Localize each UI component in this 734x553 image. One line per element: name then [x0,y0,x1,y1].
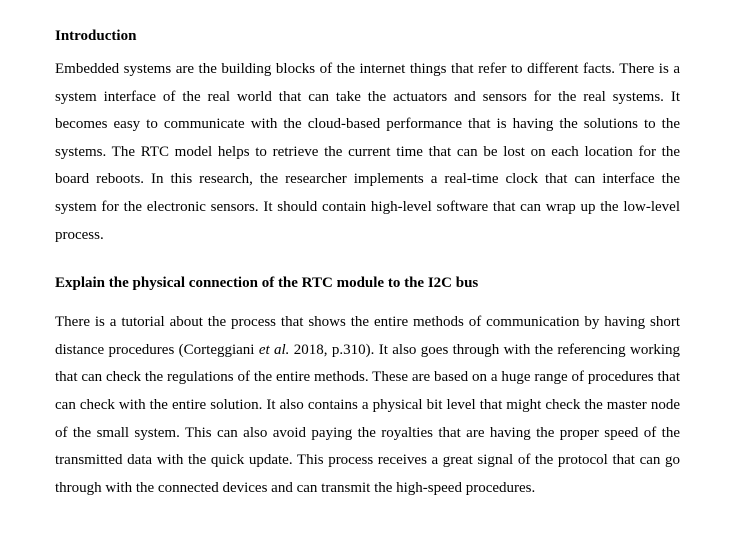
paragraph-introduction: Embedded systems are the building blocks of the internet things that refer to different facts. There is a system interface of the real world that can take the actuators and sensors for the real systems. It becomes easy to communicate with the cloud-based performance that is having the solutions to the systems. The RTC model helps to retrieve the current time that can be lost on each location for the board reboots. In this research, the researcher implements a real-time clock that can interface the system for the electronic sensors. It should contain high-level software that can wrap up the low-level process. [55,61,680,243]
citation-et-al: et al. [258,341,290,358]
paragraph-rtc-connection [55,309,680,502]
section-heading-introduction: Introduction [55,28,137,44]
paragraph-text-part-1: There is a tutorial about the process that shows the entire methods of communication by having short distance procedures (Corteggiani [55,314,680,358]
paragraph-text-part-2: 2018, p.310). It also goes through with the referencing working that can check the regulations of the entire methods. These are based on a huge range of procedures that can check with the entire solution. It also contains a physical bit level that might check the master node of the small system. This can also avoid paying the royalties that are having the proper speed of the transmitted data with the quick update. This process receives a great signal of the protocol that can go through with the connected devices and can transmit the high-speed procedures. [55,341,680,496]
section-heading-rtc-connection: Explain the physical connection of the RTC module to the I2C bus [55,275,479,292]
